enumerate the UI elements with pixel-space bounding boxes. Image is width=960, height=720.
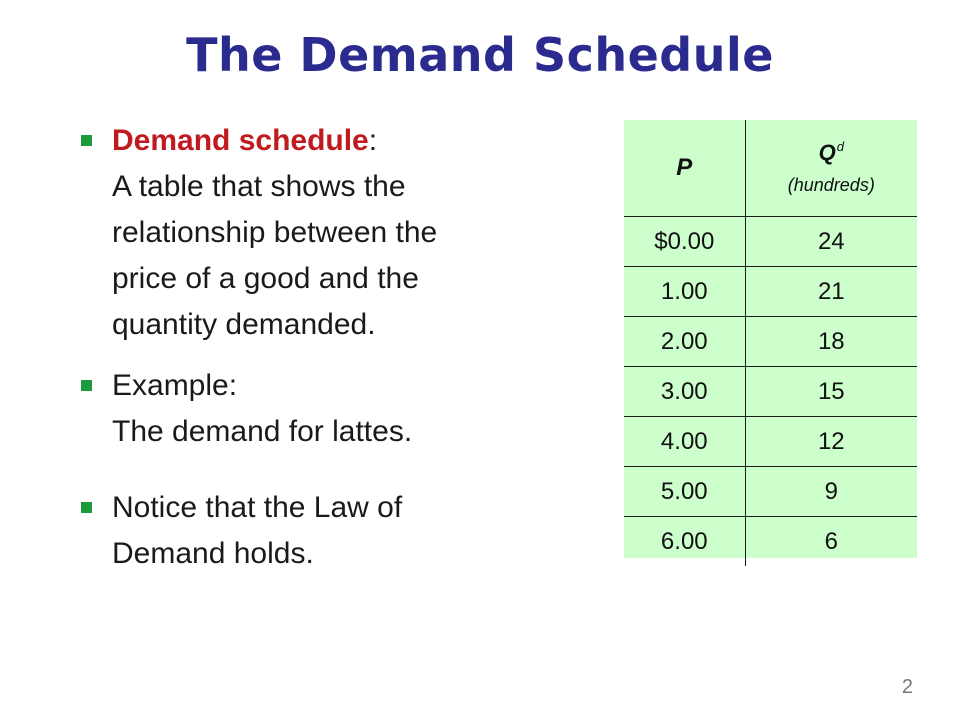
quantity-cell: 6	[745, 517, 917, 567]
bullet-line: The demand for lattes.	[112, 415, 413, 448]
table-row	[624, 317, 917, 367]
bullet-line: price of a good and the	[112, 262, 419, 295]
price-cell: 5.00	[624, 467, 745, 517]
bullet-list	[78, 118, 548, 577]
price-header-label: P	[676, 154, 693, 181]
price-cell: 3.00	[624, 367, 745, 417]
quantity-units: (hundreds)	[787, 175, 875, 195]
bullet-example	[78, 363, 548, 455]
quantity-header-label	[746, 133, 917, 167]
bullet-line: A table that shows the	[112, 170, 406, 203]
quantity-cell: 12	[745, 417, 917, 467]
quantity-superscript: d	[836, 139, 844, 154]
table-row	[624, 417, 917, 467]
bullet-line: quantity demanded.	[112, 308, 376, 341]
price-cell: 4.00	[624, 417, 745, 467]
table-row	[624, 367, 917, 417]
price-header	[624, 120, 745, 217]
table-header-row	[624, 120, 917, 217]
bullet-term-colon: :	[368, 124, 378, 157]
price-cell: 2.00	[624, 317, 745, 367]
bullet-term: Demand schedule	[112, 124, 369, 157]
quantity-symbol: Q	[818, 140, 836, 165]
bullet-line: Demand holds.	[112, 537, 314, 570]
quantity-cell: 24	[745, 217, 917, 267]
bullet-line: Notice that the Law of	[112, 491, 403, 524]
bullet-demand-schedule	[78, 118, 548, 348]
table-row	[624, 467, 917, 517]
quantity-cell: 18	[745, 317, 917, 367]
table-row	[624, 217, 917, 267]
demand-table	[624, 120, 917, 566]
price-cell: 6.00	[624, 517, 745, 567]
page-number: 2	[901, 676, 913, 698]
bullet-law-of-demand	[78, 485, 548, 577]
price-cell: 1.00	[624, 267, 745, 317]
square-bullet-icon	[81, 380, 92, 391]
bullet-heading	[112, 118, 548, 164]
table-row	[624, 267, 917, 317]
quantity-cell: 21	[745, 267, 917, 317]
quantity-header	[745, 120, 917, 217]
quantity-cell: 9	[745, 467, 917, 517]
table-row	[624, 517, 917, 567]
square-bullet-icon	[81, 135, 92, 146]
demand-schedule-table	[624, 120, 917, 558]
bullet-line: relationship between the	[112, 216, 438, 249]
bullet-line: Example:	[112, 369, 238, 402]
quantity-cell: 15	[745, 367, 917, 417]
square-bullet-icon	[81, 502, 92, 513]
slide-title: The Demand Schedule	[186, 28, 774, 82]
price-cell: $0.00	[624, 217, 745, 267]
